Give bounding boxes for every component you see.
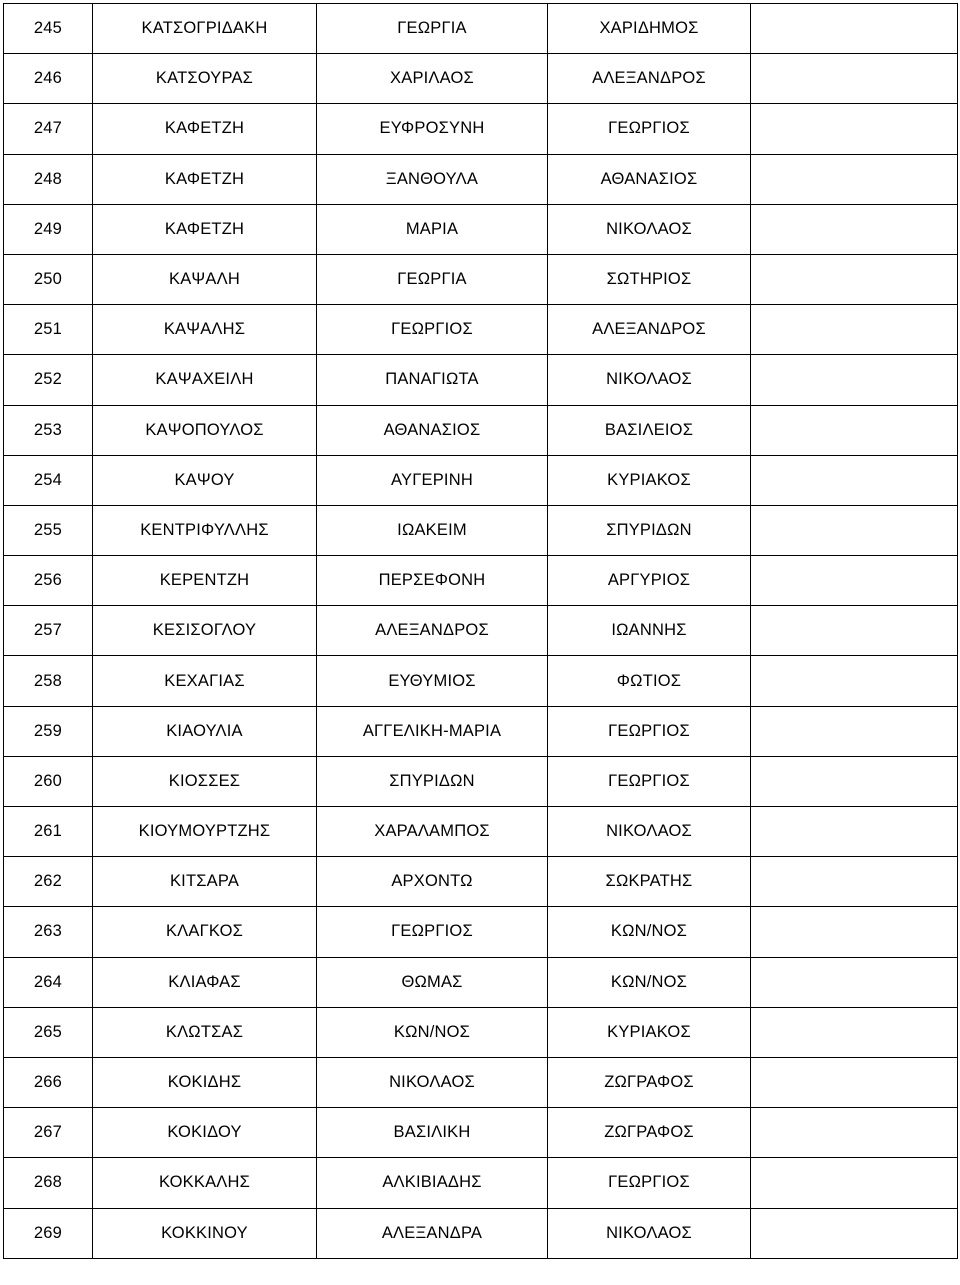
row-number-cell: 261 — [4, 807, 93, 857]
surname-cell: ΚΛΙΑΦΑΣ — [93, 957, 317, 1007]
surname-cell: ΚΑΦΕΤΖΗ — [93, 154, 317, 204]
empty-cell — [751, 405, 958, 455]
empty-cell — [751, 857, 958, 907]
roster-table — [3, 3, 958, 1259]
table-row — [4, 807, 958, 857]
table-row — [4, 706, 958, 756]
empty-cell — [751, 706, 958, 756]
surname-cell: ΚΟΚΙΔΗΣ — [93, 1057, 317, 1107]
father-name-cell: ΖΩΓΡΑΦΟΣ — [548, 1108, 751, 1158]
table-row — [4, 355, 958, 405]
surname-cell: ΚΑΨΑΧΕΙΛΗ — [93, 355, 317, 405]
surname-cell: ΚΕΝΤΡΙΦΥΛΛΗΣ — [93, 505, 317, 555]
table-row — [4, 254, 958, 304]
father-name-cell: ΑΡΓΥΡΙΟΣ — [548, 556, 751, 606]
surname-cell: ΚΕΣΙΣΟΓΛΟΥ — [93, 606, 317, 656]
row-number-cell: 256 — [4, 556, 93, 606]
empty-cell — [751, 1057, 958, 1107]
father-name-cell: ΝΙΚΟΛΑΟΣ — [548, 355, 751, 405]
row-number-cell: 264 — [4, 957, 93, 1007]
first-name-cell: ΑΛΚΙΒΙΑΔΗΣ — [317, 1158, 548, 1208]
father-name-cell: ΓΕΩΡΓΙΟΣ — [548, 706, 751, 756]
table-row — [4, 1057, 958, 1107]
row-number-cell: 263 — [4, 907, 93, 957]
table-row — [4, 405, 958, 455]
surname-cell: ΚΑΨΑΛΗΣ — [93, 305, 317, 355]
table-row — [4, 957, 958, 1007]
table-row — [4, 556, 958, 606]
empty-cell — [751, 54, 958, 104]
roster-table-body — [4, 4, 958, 1259]
row-number-cell: 268 — [4, 1158, 93, 1208]
father-name-cell: ΧΑΡΙΔΗΜΟΣ — [548, 4, 751, 54]
father-name-cell: ΚΥΡΙΑΚΟΣ — [548, 1007, 751, 1057]
first-name-cell: ΓΕΩΡΓΙΟΣ — [317, 305, 548, 355]
surname-cell: ΚΑΨΟΥ — [93, 455, 317, 505]
table-row — [4, 1108, 958, 1158]
table-row — [4, 857, 958, 907]
first-name-cell: ΕΥΘΥΜΙΟΣ — [317, 656, 548, 706]
first-name-cell: ΒΑΣΙΛΙΚΗ — [317, 1108, 548, 1158]
surname-cell: ΚΑΤΣΟΓΡΙΔΑΚΗ — [93, 4, 317, 54]
first-name-cell: ΧΑΡΙΛΑΟΣ — [317, 54, 548, 104]
first-name-cell: ΓΕΩΡΓΙΑ — [317, 4, 548, 54]
empty-cell — [751, 807, 958, 857]
first-name-cell: ΙΩΑΚΕΙΜ — [317, 505, 548, 555]
first-name-cell: ΑΓΓΕΛΙΚΗ-ΜΑΡΙΑ — [317, 706, 548, 756]
empty-cell — [751, 1158, 958, 1208]
row-number-cell: 249 — [4, 204, 93, 254]
row-number-cell: 259 — [4, 706, 93, 756]
row-number-cell: 251 — [4, 305, 93, 355]
first-name-cell: ΑΛΕΞΑΝΔΡΑ — [317, 1208, 548, 1258]
empty-cell — [751, 1208, 958, 1258]
empty-cell — [751, 254, 958, 304]
row-number-cell: 252 — [4, 355, 93, 405]
father-name-cell: ΚΩΝ/ΝΟΣ — [548, 957, 751, 1007]
table-row — [4, 154, 958, 204]
surname-cell: ΚΙΟΣΣΕΣ — [93, 756, 317, 806]
table-row — [4, 54, 958, 104]
father-name-cell: ΓΕΩΡΓΙΟΣ — [548, 1158, 751, 1208]
surname-cell: ΚΑΦΕΤΖΗ — [93, 204, 317, 254]
empty-cell — [751, 154, 958, 204]
father-name-cell: ΝΙΚΟΛΑΟΣ — [548, 204, 751, 254]
first-name-cell: ΑΡΧΟΝΤΩ — [317, 857, 548, 907]
empty-cell — [751, 305, 958, 355]
row-number-cell: 248 — [4, 154, 93, 204]
surname-cell: ΚΙΟΥΜΟΥΡΤΖΗΣ — [93, 807, 317, 857]
first-name-cell: ΣΠΥΡΙΔΩΝ — [317, 756, 548, 806]
empty-cell — [751, 656, 958, 706]
first-name-cell: ΞΑΝΘΟΥΛΑ — [317, 154, 548, 204]
father-name-cell: ΚΥΡΙΑΚΟΣ — [548, 455, 751, 505]
empty-cell — [751, 104, 958, 154]
surname-cell: ΚΛΩΤΣΑΣ — [93, 1007, 317, 1057]
empty-cell — [751, 1108, 958, 1158]
row-number-cell: 258 — [4, 656, 93, 706]
first-name-cell: ΕΥΦΡΟΣΥΝΗ — [317, 104, 548, 154]
table-row — [4, 1208, 958, 1258]
first-name-cell: ΑΥΓΕΡΙΝΗ — [317, 455, 548, 505]
first-name-cell: ΘΩΜΑΣ — [317, 957, 548, 1007]
father-name-cell: ΙΩΑΝΝΗΣ — [548, 606, 751, 656]
row-number-cell: 246 — [4, 54, 93, 104]
empty-cell — [751, 606, 958, 656]
surname-cell: ΚΑΤΣΟΥΡΑΣ — [93, 54, 317, 104]
table-row — [4, 305, 958, 355]
surname-cell: ΚΟΚΚΙΝΟΥ — [93, 1208, 317, 1258]
father-name-cell: ΑΘΑΝΑΣΙΟΣ — [548, 154, 751, 204]
surname-cell: ΚΑΨΟΠΟΥΛΟΣ — [93, 405, 317, 455]
empty-cell — [751, 455, 958, 505]
row-number-cell: 266 — [4, 1057, 93, 1107]
row-number-cell: 265 — [4, 1007, 93, 1057]
father-name-cell: ΚΩΝ/ΝΟΣ — [548, 907, 751, 957]
table-row — [4, 455, 958, 505]
table-row — [4, 606, 958, 656]
table-row — [4, 204, 958, 254]
empty-cell — [751, 505, 958, 555]
surname-cell: ΚΟΚΙΔΟΥ — [93, 1108, 317, 1158]
table-row — [4, 4, 958, 54]
row-number-cell: 247 — [4, 104, 93, 154]
surname-cell: ΚΑΨΑΛΗ — [93, 254, 317, 304]
table-row — [4, 1158, 958, 1208]
father-name-cell: ΝΙΚΟΛΑΟΣ — [548, 807, 751, 857]
table-row — [4, 907, 958, 957]
father-name-cell: ΑΛΕΞΑΝΔΡΟΣ — [548, 54, 751, 104]
first-name-cell: ΑΛΕΞΑΝΔΡΟΣ — [317, 606, 548, 656]
row-number-cell: 257 — [4, 606, 93, 656]
row-number-cell: 260 — [4, 756, 93, 806]
surname-cell: ΚΕΧΑΓΙΑΣ — [93, 656, 317, 706]
empty-cell — [751, 355, 958, 405]
father-name-cell: ΖΩΓΡΑΦΟΣ — [548, 1057, 751, 1107]
father-name-cell: ΣΠΥΡΙΔΩΝ — [548, 505, 751, 555]
empty-cell — [751, 4, 958, 54]
first-name-cell: ΝΙΚΟΛΑΟΣ — [317, 1057, 548, 1107]
empty-cell — [751, 756, 958, 806]
empty-cell — [751, 907, 958, 957]
first-name-cell: ΚΩΝ/ΝΟΣ — [317, 1007, 548, 1057]
father-name-cell: ΓΕΩΡΓΙΟΣ — [548, 104, 751, 154]
first-name-cell: ΓΕΩΡΓΙΑ — [317, 254, 548, 304]
surname-cell: ΚΛΑΓΚΟΣ — [93, 907, 317, 957]
row-number-cell: 253 — [4, 405, 93, 455]
empty-cell — [751, 556, 958, 606]
surname-cell: ΚΙΑΟΥΛΙΑ — [93, 706, 317, 756]
row-number-cell: 269 — [4, 1208, 93, 1258]
father-name-cell: ΑΛΕΞΑΝΔΡΟΣ — [548, 305, 751, 355]
empty-cell — [751, 1007, 958, 1057]
first-name-cell: ΑΘΑΝΑΣΙΟΣ — [317, 405, 548, 455]
row-number-cell: 245 — [4, 4, 93, 54]
father-name-cell: ΣΩΚΡΑΤΗΣ — [548, 857, 751, 907]
surname-cell: ΚΙΤΣΑΡΑ — [93, 857, 317, 907]
first-name-cell: ΧΑΡΑΛΑΜΠΟΣ — [317, 807, 548, 857]
table-row — [4, 756, 958, 806]
row-number-cell: 262 — [4, 857, 93, 907]
table-row — [4, 104, 958, 154]
surname-cell: ΚΑΦΕΤΖΗ — [93, 104, 317, 154]
row-number-cell: 254 — [4, 455, 93, 505]
father-name-cell: ΦΩΤΙΟΣ — [548, 656, 751, 706]
row-number-cell: 250 — [4, 254, 93, 304]
empty-cell — [751, 957, 958, 1007]
father-name-cell: ΒΑΣΙΛΕΙΟΣ — [548, 405, 751, 455]
first-name-cell: ΠΑΝΑΓΙΩΤΑ — [317, 355, 548, 405]
table-row — [4, 656, 958, 706]
father-name-cell: ΣΩΤΗΡΙΟΣ — [548, 254, 751, 304]
surname-cell: ΚΟΚΚΑΛΗΣ — [93, 1158, 317, 1208]
row-number-cell: 255 — [4, 505, 93, 555]
empty-cell — [751, 204, 958, 254]
row-number-cell: 267 — [4, 1108, 93, 1158]
surname-cell: ΚΕΡΕΝΤΖΗ — [93, 556, 317, 606]
father-name-cell: ΝΙΚΟΛΑΟΣ — [548, 1208, 751, 1258]
father-name-cell: ΓΕΩΡΓΙΟΣ — [548, 756, 751, 806]
table-row — [4, 1007, 958, 1057]
first-name-cell: ΜΑΡΙΑ — [317, 204, 548, 254]
first-name-cell: ΠΕΡΣΕΦΟΝΗ — [317, 556, 548, 606]
first-name-cell: ΓΕΩΡΓΙΟΣ — [317, 907, 548, 957]
table-row — [4, 505, 958, 555]
